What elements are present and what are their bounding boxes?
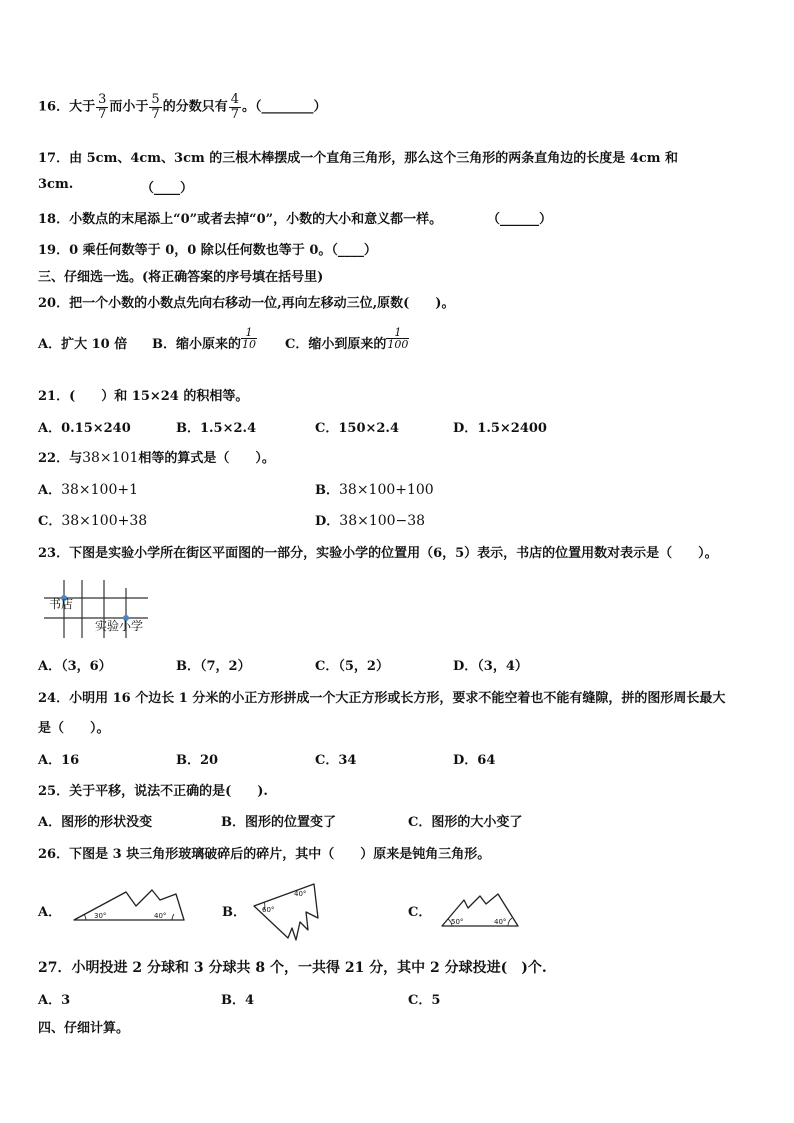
q27-option-c[interactable]: C．5 [408,993,441,1008]
section-4-heading: 四、仔细计算。 [38,1021,130,1036]
fraction-1-100: $\frac{1}{100}$ [387,326,409,351]
q16-text-1: 大于 [69,99,96,115]
q16-text-2: 而小于 [109,99,149,115]
glass-shard-a [70,886,190,926]
q22-expression: 38×101 [82,450,139,466]
q27-option-a[interactable]: A．3 [38,993,71,1008]
question-21: 21．( ）和 15×24 的积相等。 [38,389,249,404]
q21-option-c[interactable]: C．150×2.4 [315,421,399,436]
q21-option-d[interactable]: D．1.5×2400 [453,421,547,436]
q16-number: 16． [38,99,70,115]
angle-label-b2: 40° [294,890,307,898]
section-3-heading: 三、仔细选一选。(将正确答案的序号填在括号里) [38,270,324,285]
street-map-grid [40,574,170,640]
angle-label-c2: 40° [494,918,507,926]
q26-option-c-label[interactable]: C． [408,905,432,920]
question-27: 27．小明投进 2 分球和 3 分球共 8 个，一共得 21 分，其中 2 分球投进( )个. [38,960,547,976]
q21-option-a[interactable]: A．0.15×240 [38,421,131,436]
map-label-school: 实验小学 [95,619,144,633]
q23-option-a[interactable]: A．（3，6） [38,659,112,674]
q20-option-b[interactable]: B．缩小原来的 [152,337,241,352]
q26-option-a-label[interactable]: A． [38,905,62,920]
q24-option-a[interactable]: A．16 [38,753,80,768]
q22-option-c[interactable]: C．38×100+38 [38,513,148,529]
q25-option-a[interactable]: A．图形的形状没变 [38,815,153,830]
fraction-1-10: $\frac{1}{10}$ [242,326,256,351]
q20-option-a[interactable]: A．扩大 10 倍 [38,337,128,352]
question-17-line-1: 17．由 5cm、4cm、3cm 的三根木棒摆成一个直角三角形，那么这个三角形的两条直角边的长度是 4cm 和 [38,151,679,166]
glass-shard-c [438,886,522,930]
q16-answer-blank[interactable]: 。（________） [241,99,327,115]
question-25: 25．关于平移，说法不正确的是( ). [38,784,268,799]
q24-option-b[interactable]: B．20 [176,753,219,768]
q20-options [38,326,409,352]
question-24-line-2: 是（ ）。 [38,721,110,736]
q23-option-c[interactable]: C．（5，2） [315,659,389,674]
question-26: 26．下图是 3 块三角形玻璃破碎后的碎片，其中（ ）原来是钝角三角形。 [38,847,491,862]
q25-option-b[interactable]: B．图形的位置变了 [221,815,336,830]
question-16 [38,93,327,121]
question-24-line-1: 24．小明用 16 个边长 1 分米的小正方形拼成一个大正方形或长方形，要求不能空着也不能有缝隙，拼的图形周长最大 [38,691,726,706]
q21-option-b[interactable]: B．1.5×2.4 [176,421,257,436]
question-19: 19．0 乘任何数等于 0，0 除以任何数也等于 0。（____） [38,243,377,258]
q24-option-d[interactable]: D．64 [453,753,496,768]
q22-option-d[interactable]: D．38×100−38 [315,513,426,529]
q22-option-b[interactable]: B．38×100+100 [315,482,434,498]
question-18: 18．小数点的末尾添上“0”或者去掉“0”，小数的大小和意义都一样。 [38,212,443,227]
map-label-bookstore: 书店 [49,597,74,611]
q18-answer-blank[interactable]: （______） [487,212,553,227]
q23-option-b[interactable]: B．（7，2） [176,659,251,674]
glass-shard-b [248,880,324,944]
q26-option-b-label[interactable]: B． [222,905,246,920]
q20-option-c[interactable]: C．缩小到原来的 [285,337,387,352]
angle-label-c1: 50° [451,918,464,926]
question-23: 23．下图是实验小学所在街区平面图的一部分，实验小学的位置用（6，5）表示，书店的位置用数对表示是（ ）。 [38,546,718,561]
angle-label-a2: 40° [154,912,167,920]
fraction-5-7: $\frac{5}{7}$ [151,92,160,122]
q22-option-a[interactable]: A．38×100+1 [38,482,138,498]
question-17-line-2: 3cm. [38,177,74,192]
fraction-3-7: $\frac{3}{7}$ [98,92,107,122]
q24-option-c[interactable]: C．34 [315,753,357,768]
fraction-4-7: $\frac{4}{7}$ [230,92,239,122]
angle-label-a1: 30° [94,912,107,920]
q27-option-b[interactable]: B．4 [221,993,255,1008]
q16-text-3: 的分数只有 [162,99,228,115]
q17-answer-blank[interactable]: （____） [141,181,194,196]
angle-label-b1: 60° [262,906,275,914]
question-22: 22．与38×101相等的算式是（ ）。 [38,450,275,466]
q25-option-c[interactable]: C．图形的大小变了 [408,815,523,830]
question-20: 20．把一个小数的小数点先向右移动一位,再向左移动三位,原数( )。 [38,296,455,311]
q23-option-d[interactable]: D．（3，4） [453,659,528,674]
